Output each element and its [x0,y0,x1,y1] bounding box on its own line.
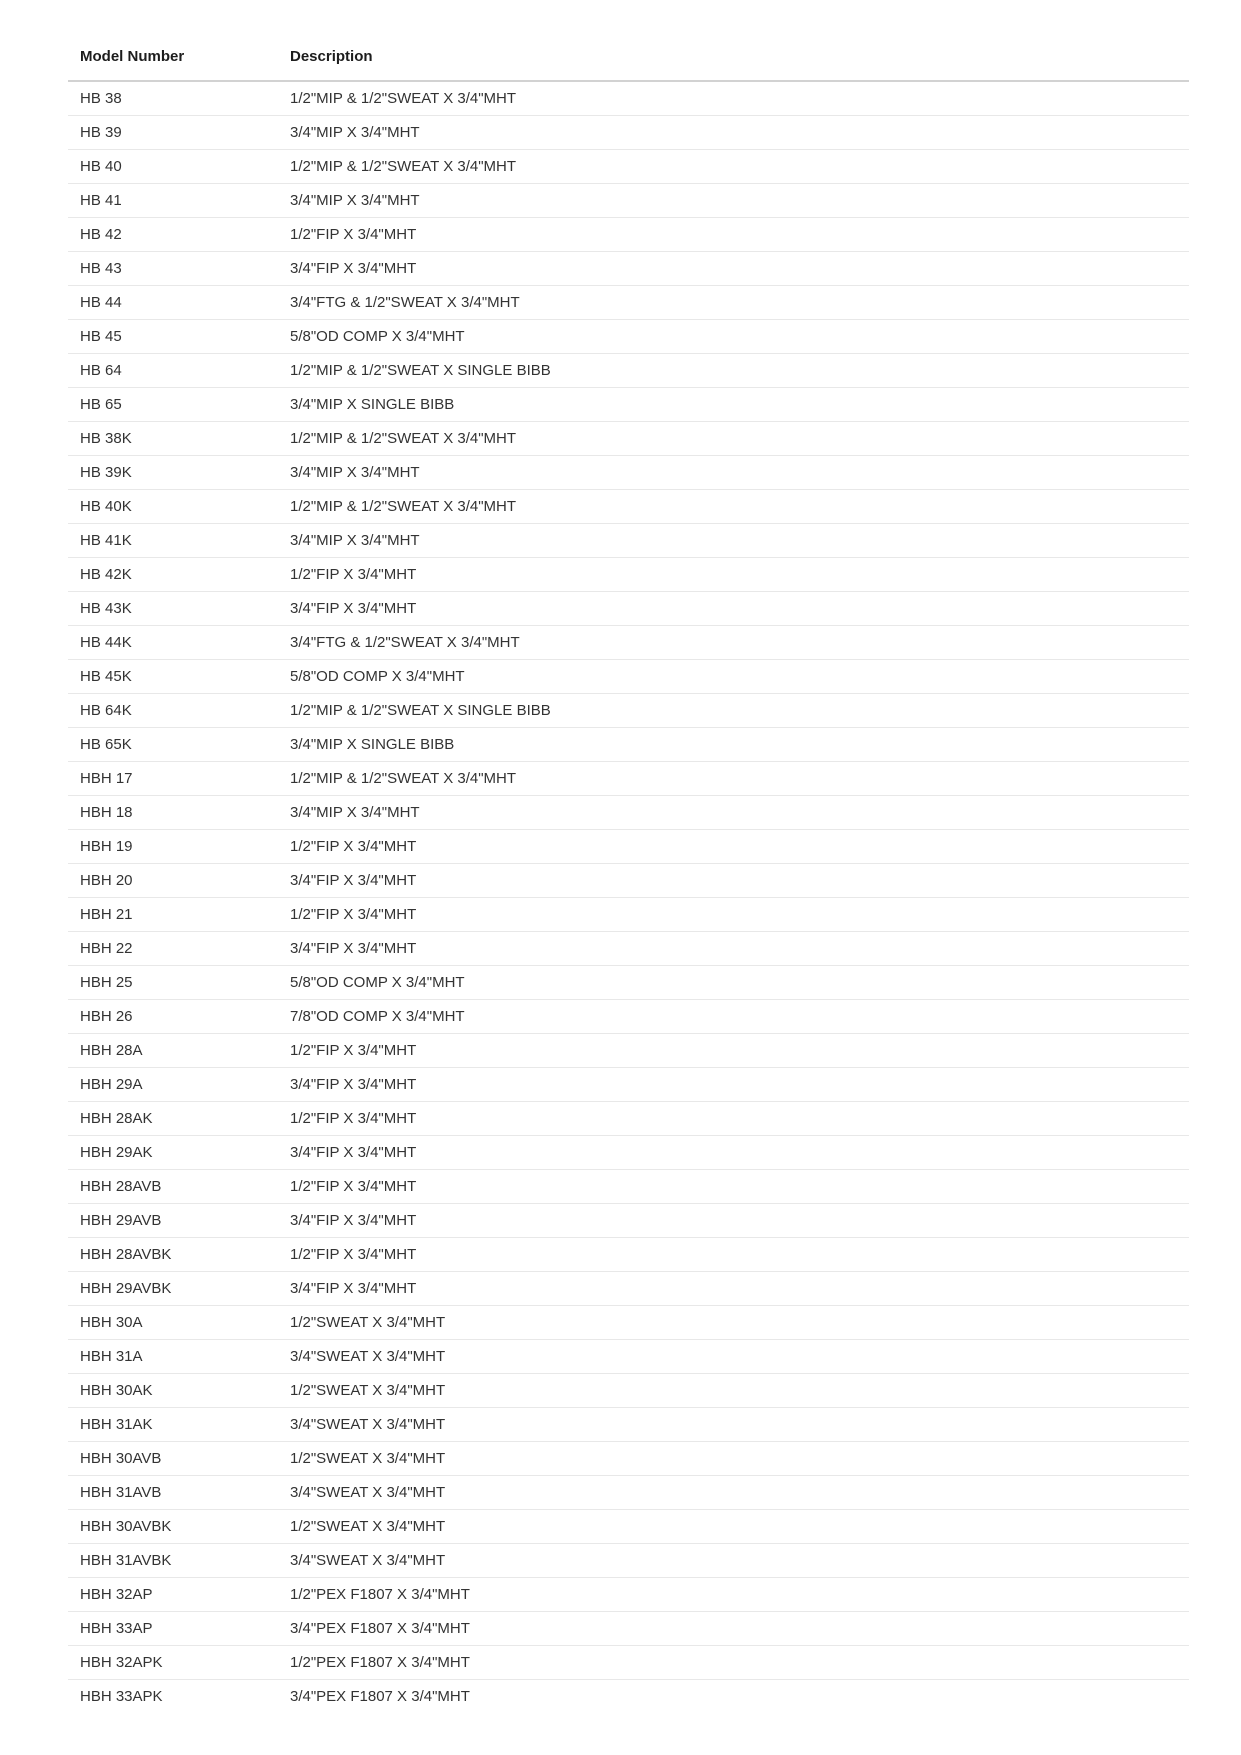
model-number-cell: HB 40 [68,150,278,184]
model-number-cell: HB 39 [68,116,278,150]
table-row [68,1476,1189,1510]
model-number-cell: HB 64K [68,694,278,728]
table-row [68,660,1189,694]
model-number-cell: HB 44K [68,626,278,660]
table-row [68,286,1189,320]
description-cell: 1/2"MIP & 1/2"SWEAT X 3/4"MHT [278,81,1189,116]
model-number-cell: HBH 31A [68,1340,278,1374]
description-cell: 7/8"OD COMP X 3/4"MHT [278,1000,1189,1034]
table-body [68,81,1189,1713]
table-row [68,218,1189,252]
model-number-cell: HBH 28AK [68,1102,278,1136]
table-row [68,524,1189,558]
model-number-cell: HBH 30A [68,1306,278,1340]
table-row [68,1306,1189,1340]
description-cell: 1/2"PEX F1807 X 3/4"MHT [278,1646,1189,1680]
model-number-cell: HBH 31AVB [68,1476,278,1510]
description-cell: 1/2"MIP & 1/2"SWEAT X 3/4"MHT [278,762,1189,796]
description-cell: 3/4"FIP X 3/4"MHT [278,1068,1189,1102]
table-row [68,1238,1189,1272]
description-cell: 3/4"PEX F1807 X 3/4"MHT [278,1612,1189,1646]
table-row [68,490,1189,524]
description-cell: 1/2"FIP X 3/4"MHT [278,1170,1189,1204]
model-number-cell: HBH 29A [68,1068,278,1102]
table-row [68,354,1189,388]
model-number-cell: HBH 21 [68,898,278,932]
model-number-cell: HBH 26 [68,1000,278,1034]
description-cell: 3/4"SWEAT X 3/4"MHT [278,1408,1189,1442]
description-cell: 1/2"MIP & 1/2"SWEAT X 3/4"MHT [278,422,1189,456]
table-row [68,1578,1189,1612]
model-number-cell: HBH 20 [68,864,278,898]
description-cell: 1/2"FIP X 3/4"MHT [278,830,1189,864]
model-number-cell: HB 45 [68,320,278,354]
model-number-cell: HBH 29AK [68,1136,278,1170]
model-number-cell: HB 41K [68,524,278,558]
model-number-cell: HB 64 [68,354,278,388]
description-cell: 3/4"MIP X 3/4"MHT [278,184,1189,218]
table-row [68,116,1189,150]
description-cell: 1/2"MIP & 1/2"SWEAT X 3/4"MHT [278,150,1189,184]
table-row [68,932,1189,966]
description-cell: 5/8"OD COMP X 3/4"MHT [278,966,1189,1000]
model-number-cell: HB 45K [68,660,278,694]
description-cell: 3/4"FIP X 3/4"MHT [278,1204,1189,1238]
table-row [68,728,1189,762]
table-row [68,320,1189,354]
description-cell: 1/2"FIP X 3/4"MHT [278,558,1189,592]
table-header [68,44,1189,81]
description-cell: 3/4"FTG & 1/2"SWEAT X 3/4"MHT [278,286,1189,320]
description-cell: 3/4"MIP X 3/4"MHT [278,456,1189,490]
model-number-cell: HBH 31AK [68,1408,278,1442]
model-number-cell: HBH 33APK [80,1688,163,1705]
table-row [68,1136,1189,1170]
description-cell: 1/2"SWEAT X 3/4"MHT [278,1306,1189,1340]
table-row [68,966,1189,1000]
description-cell: 1/2"MIP & 1/2"SWEAT X SINGLE BIBB [278,694,1189,728]
description-cell: 1/2"FIP X 3/4"MHT [278,1034,1189,1068]
description-cell: 3/4"MIP X 3/4"MHT [278,796,1189,830]
model-number-cell: HB 43 [68,252,278,286]
table-row [68,1000,1189,1034]
description-cell: 1/2"FIP X 3/4"MHT [278,218,1189,252]
description-cell: 3/4"MIP X 3/4"MHT [278,524,1189,558]
table-row [68,694,1189,728]
description-cell: 1/2"SWEAT X 3/4"MHT [278,1510,1189,1544]
table-row [68,592,1189,626]
model-number-cell: HB 44 [68,286,278,320]
description-cell: 3/4"FIP X 3/4"MHT [278,1136,1189,1170]
table-row [68,830,1189,864]
model-number-cell: HB 65 [68,388,278,422]
description-cell: 1/2"MIP & 1/2"SWEAT X SINGLE BIBB [278,354,1189,388]
table-row [68,1510,1189,1544]
model-number-cell: HBH 28AVB [68,1170,278,1204]
description-cell: 1/2"FIP X 3/4"MHT [278,898,1189,932]
table-row [68,796,1189,830]
table-row [68,1646,1189,1680]
table-row [68,1340,1189,1374]
model-number-cell: HBH 30AVB [68,1442,278,1476]
table-row [68,558,1189,592]
model-number-cell: HBH 17 [68,762,278,796]
table-row [68,1170,1189,1204]
description-cell: 3/4"MIP X SINGLE BIBB [278,388,1189,422]
description-cell: 3/4"PEX F1807 X 3/4"MHT [290,1688,470,1705]
model-number-cell: HB 42 [68,218,278,252]
table-row [68,1442,1189,1476]
model-number-cell: HB 43K [68,592,278,626]
table-row [68,1544,1189,1578]
table-row [68,762,1189,796]
table-row [68,1408,1189,1442]
description-cell: 3/4"FIP X 3/4"MHT [278,864,1189,898]
model-number-cell: HBH 29AVB [68,1204,278,1238]
description-cell: 3/4"SWEAT X 3/4"MHT [278,1340,1189,1374]
description-cell: 5/8"OD COMP X 3/4"MHT [278,320,1189,354]
description-cell: 3/4"SWEAT X 3/4"MHT [278,1476,1189,1510]
model-number-cell: HBH 32AP [68,1578,278,1612]
description-cell: 3/4"MIP X 3/4"MHT [278,116,1189,150]
table-row [68,1068,1189,1102]
model-number-cell: HB 40K [68,490,278,524]
description-cell: 3/4"FTG & 1/2"SWEAT X 3/4"MHT [278,626,1189,660]
model-number-cell: HBH 30AVBK [68,1510,278,1544]
model-number-cell: HBH 28A [68,1034,278,1068]
model-number-cell: HBH 33AP [68,1612,278,1646]
model-spec-table [68,44,1189,1713]
table-row [68,388,1189,422]
table-row [68,1102,1189,1136]
column-header-model-number: Model Number [68,44,278,81]
description-cell: 1/2"FIP X 3/4"MHT [278,1238,1189,1272]
model-number-cell: HBH 22 [68,932,278,966]
description-cell: 3/4"MIP X SINGLE BIBB [278,728,1189,762]
table-row [68,252,1189,286]
description-cell: 3/4"SWEAT X 3/4"MHT [278,1544,1189,1578]
model-number-cell: HB 65K [68,728,278,762]
model-number-cell: HBH 31AVBK [68,1544,278,1578]
table-row [68,1374,1189,1408]
model-number-cell: HB 42K [68,558,278,592]
model-number-cell: HB 39K [68,456,278,490]
description-cell: 3/4"FIP X 3/4"MHT [278,252,1189,286]
description-cell: 1/2"FIP X 3/4"MHT [278,1102,1189,1136]
model-number-cell: HBH 18 [68,796,278,830]
table-row [68,150,1189,184]
model-number-cell: HB 41 [68,184,278,218]
table-row [68,626,1189,660]
table-row [68,1204,1189,1238]
description-cell: 1/2"SWEAT X 3/4"MHT [278,1442,1189,1476]
model-number-cell: HB 38 [68,81,278,116]
table-row [68,1612,1189,1646]
description-cell: 3/4"FIP X 3/4"MHT [278,592,1189,626]
description-cell: 5/8"OD COMP X 3/4"MHT [278,660,1189,694]
description-cell: 3/4"FIP X 3/4"MHT [278,932,1189,966]
table-row [68,422,1189,456]
table-row [68,1034,1189,1068]
description-cell: 3/4"FIP X 3/4"MHT [278,1272,1189,1306]
description-cell: 1/2"PEX F1807 X 3/4"MHT [278,1578,1189,1612]
model-number-cell: HBH 28AVBK [68,1238,278,1272]
table-row [68,898,1189,932]
table-row [68,864,1189,898]
description-cell: 1/2"SWEAT X 3/4"MHT [278,1374,1189,1408]
model-number-cell: HBH 30AK [68,1374,278,1408]
model-number-cell: HBH 29AVBK [68,1272,278,1306]
description-cell: 1/2"MIP & 1/2"SWEAT X 3/4"MHT [278,490,1189,524]
model-number-cell: HBH 32APK [68,1646,278,1680]
table-row [68,184,1189,218]
header-row [68,44,1189,81]
model-number-cell: HBH 19 [68,830,278,864]
model-number-cell: HB 38K [68,422,278,456]
table-row [68,1680,1189,1714]
column-header-description: Description [278,44,1189,81]
model-number-cell: HBH 25 [68,966,278,1000]
table-row [68,456,1189,490]
table-row [68,1272,1189,1306]
table-row [68,81,1189,116]
